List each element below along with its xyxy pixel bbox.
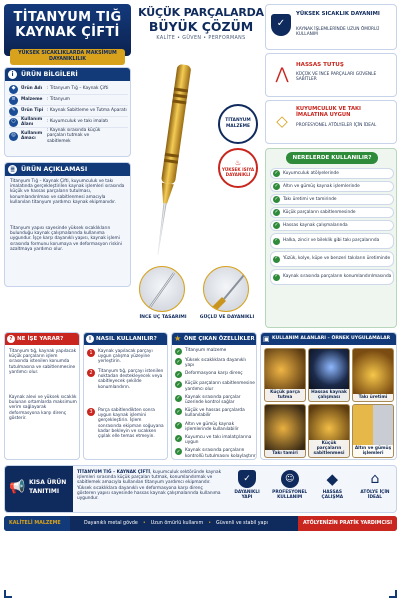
check-icon: ✓ — [274, 273, 279, 280]
footer-right: ATÖLYENİZİN PRATİK YARDIMCISI — [298, 516, 397, 531]
tweezer-icon: ⋀ — [275, 64, 289, 83]
purpose-paragraph-2: Kaynak alevi ve yüksek sıcaklık bulunan ortamlarda maksimum verim sağlayarak deformasyona karşı direnç gösterir. — [9, 395, 77, 421]
feature-grip-card — [265, 53, 397, 97]
icon-label-2: İDEAL — [367, 495, 383, 501]
diamond-icon: ◆ — [326, 470, 339, 488]
footer-item: Uzun ömürlü kullanım — [150, 521, 204, 526]
check-icon: ✓ — [176, 348, 181, 355]
footer-item: Güvenli ve stabil yapı — [216, 521, 268, 526]
check-icon: ✓ — [274, 182, 279, 189]
step-text: Kaynak yapılacak parçayı uygun çalışma yüzeyine yerleştirin. — [98, 349, 153, 365]
check-icon: ✓ — [176, 395, 181, 402]
subtitle-banner — [10, 49, 125, 65]
gallery-photo-gold-silver — [352, 404, 394, 458]
usage-item: Küçük parçaların sabitlenmesinde — [283, 209, 356, 215]
summary-heading-line-2: TANITIMI — [29, 488, 60, 495]
feature-heat-text: KAYNAK İŞLEMLERİNDE UZUN ÖMÜRLÜ KULLANIM — [296, 27, 380, 38]
usage-item: Takı üretimi ve tamirinde — [283, 196, 337, 202]
info-label: Ürün Tipi — [21, 108, 44, 114]
icon-label-2: ÇALIŞMA — [321, 495, 344, 501]
icon-label-1: HASSAS — [322, 490, 342, 495]
icon-label-1: PROFESYONEL — [272, 490, 308, 495]
closeup-thin-tip-label: İNCE UÇ TASARIMI — [139, 315, 187, 320]
step-number: 1 — [87, 349, 95, 357]
highlights-heading: ★ ÖNE ÇIKAN ÖZELLİKLER — [174, 334, 255, 343]
tag-icon: ◆ — [9, 85, 18, 94]
check-icon: ✓ — [176, 448, 181, 455]
gallery-caption: Küçük parçaların sabitlenmesi — [309, 440, 349, 457]
gallery-photo-jewelry-production — [352, 348, 394, 402]
info-value: : Kaynak sırasında küçük parçaları tutmak ve sabitlemek — [47, 128, 101, 144]
check-icon: ✓ — [274, 208, 279, 215]
target-icon: ◎ — [9, 132, 18, 141]
durable-badge — [227, 470, 267, 510]
info-label: Malzeme — [21, 97, 43, 103]
usage-item: Hassas kaynak çalışmalarında — [283, 222, 348, 228]
slogan-line-1: KÜÇÜK PARÇALARDA — [138, 6, 264, 19]
professional-badge — [270, 470, 310, 510]
heat-badge-line-2: DAYANIKLI — [225, 172, 251, 178]
check-icon: ✓ — [176, 435, 181, 442]
usage-item: Halka, zincir ve bileklik gibi takı parçalarında — [283, 238, 380, 244]
check-icon: ✓ — [274, 169, 279, 176]
camera-icon: ▣ — [263, 335, 270, 343]
feature-heat-title: YÜKSEK SICAKLIK DAYANIMI — [296, 11, 380, 17]
feature-grip-text: KÜÇÜK VE İNCE PARÇALARI GÜVENLE SABİTLER — [296, 72, 377, 83]
usage-item: Kuyumculuk atölyelerinde — [283, 170, 339, 176]
highlight-item: Kaynak sırasında parçaların kontrollü tutulmasını kolaylaştırır — [185, 448, 256, 459]
tool-icon: ✎ — [9, 107, 18, 116]
closeup-strong-label: GÜÇLÜ VE DAYANIKLI — [199, 315, 255, 320]
info-label: Ürün Adı — [21, 86, 43, 92]
footer-separator: • — [208, 521, 212, 526]
check-icon: ✓ — [176, 358, 181, 365]
info-circle-icon: i — [86, 335, 94, 343]
check-icon: ✓ — [274, 237, 279, 244]
highlight-item: Küçük parçaların sabitlenmesine yardımcı olur — [185, 381, 255, 392]
check-icon: ✓ — [176, 371, 181, 378]
footer-left: KALİTELİ MALZEME — [4, 516, 70, 531]
step-1 — [87, 349, 166, 365]
gallery-caption: Takı üretimi — [353, 394, 393, 401]
gallery-caption: Küçük parça tutma — [265, 389, 305, 401]
check-icon: ✓ — [274, 195, 279, 202]
gallery-heading: ▣ KULLANIM ALANLARI – ÖRNEK UYGULAMALAR — [261, 333, 396, 345]
icon-label-2: KULLANIM — [277, 495, 303, 501]
usage-item: Altın ve gümüş kaynak işlemlerinde — [283, 183, 360, 189]
how-to-card — [83, 332, 168, 460]
feature-grip-title: HASSAS TUTUŞ — [296, 62, 344, 68]
feature-jewelry-text: PROFESYONEL ATÖLYELER İÇİN İDEAL — [296, 123, 377, 128]
highlight-item: Titanyum malzeme — [185, 348, 227, 353]
highlights-card — [171, 332, 257, 460]
gallery-caption: Takı tamiri — [265, 450, 305, 457]
feature-jewelry-title: KUYUMCULUK VE TAKI İMALATINA UYGUN — [296, 106, 361, 119]
gallery-photo-part-holding — [264, 348, 306, 402]
check-icon: ✓ — [176, 422, 181, 429]
step-2 — [87, 369, 166, 390]
highlight-item: Yüksek sıcaklıklara dayanıklı yapı — [185, 358, 246, 369]
user-icon: ☺ — [281, 470, 299, 488]
check-icon: ✓ — [176, 381, 181, 388]
material-badge — [218, 104, 258, 144]
purpose-heading: ? NE İŞE YARAR? — [5, 333, 79, 345]
corner-bracket — [389, 590, 397, 598]
purpose-card — [4, 332, 80, 460]
purpose-paragraph-1: Titanyum tığ, kaynak yapılacak küçük parçaların işlem sırasında istenilen konumda tutulmasına ve sabitlenmesine yardımcı olur. — [9, 349, 77, 375]
step-3 — [87, 408, 166, 439]
document-icon: ≣ — [9, 166, 16, 173]
highlight-item: Kaynak sırasında parçalar üzerinde kontrol sağlar — [185, 394, 241, 406]
megaphone-icon: 📢 — [9, 480, 26, 495]
summary-heading — [5, 466, 73, 512]
summary-banner — [4, 465, 397, 513]
info-value: : Titanyum Tığ – Kaynak Çifti — [47, 86, 109, 92]
icon-label-2: YAPI — [241, 495, 253, 501]
gallery-card — [260, 332, 397, 460]
title-line-2: KAYNAK ÇİFTİ — [15, 25, 120, 40]
question-icon: ? — [7, 335, 15, 343]
footer-bar — [4, 516, 397, 531]
check-icon: ✓ — [176, 408, 181, 415]
summary-body: , kuyumculuk sektöründe kaynak işlemleri sırasında küçük parçaları tutmak, konumlandırmak ve sabitlemek amacıyla kullanılan titanyum yardımcı ekipmandır. Yüksek sıcaklıklara dayanıklı ve deformasyona karşı direnç gösteren yapısı sayesinde hassas kaynak çalışmalarında kullanıma uygundur. — [77, 470, 222, 502]
star-icon: ★ — [174, 334, 182, 343]
feature-heat-card — [265, 4, 397, 50]
icon-label-1: DAYANIKLI — [234, 490, 260, 495]
summary-icons — [227, 470, 395, 510]
description-card — [4, 162, 131, 287]
layers-icon: ≡ — [9, 96, 18, 105]
footer-item: Dayanıklı metal gövde — [84, 521, 138, 526]
gallery-caption: Altın ve gümüş işlemleri — [354, 446, 392, 456]
highlight-item: Küçük ve hassas parçalarda kullanılabilir — [185, 408, 245, 419]
heat-badge — [218, 148, 258, 188]
ring-icon: ○ — [9, 118, 18, 127]
workshop-icon: ⌂ — [370, 471, 380, 487]
description-paragraph-2: Titanyum yapısı sayesinde yüksek sıcaklıkların bulunduğu kaynak çalışmalarında kullanıma uygundur. İşçe karşı dayanıklı yapısı, kaynak işlemi sırasında formunu korumaya ve deformasyon riskini azaltmaya yardımcı olur. — [10, 226, 122, 252]
footer-separator: • — [142, 521, 146, 526]
summary-lead: TİTANYUM TIĞ – KAYNAK ÇİFTİ — [77, 470, 150, 475]
info-icon: i — [8, 70, 17, 79]
ring-gem-icon: ◇ — [276, 112, 288, 130]
step-number: 2 — [87, 369, 95, 377]
summary-text — [77, 470, 223, 501]
gallery-caption: Hassas kaynak çalışması — [309, 389, 349, 401]
product-info-card — [4, 67, 131, 157]
handle-detail-icon — [204, 267, 249, 312]
precision-badge — [312, 470, 352, 510]
tagline: KALİTE • GÜVEN • PERFORMANS — [156, 36, 246, 41]
description-heading: ≣ ÜRÜN AÇIKLAMASI — [5, 163, 130, 176]
step-text: Parça sabitlendikten sonra uygun kaynak işlemini gerçekleştirin. İşlem sonrasında ekipman soğuyana kadar bekleyin ve sıcakken çıplak elle temas etmeyin. — [98, 408, 164, 440]
closeup-thin-tip — [139, 266, 185, 312]
material-badge-line-1: TİTANYUM — [225, 118, 251, 123]
usage-item: Kaynak sırasında parçaların konumlandırılmasında — [283, 274, 392, 280]
title-line-1: TİTANYUM TIĞ — [13, 10, 122, 25]
closeup-strong — [203, 266, 249, 312]
description-paragraph-1: Titanyum Tığ – Kaynak Çifti, kuyumculuk ve takı imalatında gerçekleştirilen kaynak işlemleri sırasında küçük ve hassas parçaların tutulması, konumlandırılması ve sabitlenmesi amacıyla kullanılan titanyum yardımcı kaynak ekipmanıdır. — [10, 179, 125, 205]
highlight-item: Kuyumcu ve takı imalatçılarına uygun — [185, 435, 252, 446]
gallery-photo-jewelry-repair — [264, 404, 306, 458]
highlight-item: Deformasyona karşı direnç — [185, 371, 243, 377]
heat-badge-line-1: YÜKSEK ISIYA — [221, 167, 255, 172]
info-label: Kullanım Amacı — [21, 130, 43, 141]
material-badge-line-2: MALZEME — [225, 123, 251, 129]
usage-heading: NERELERDE KULLANILIR? — [286, 152, 378, 164]
info-value: : Kuyumculuk ve takı imalatı — [47, 119, 109, 125]
workshop-badge — [355, 470, 395, 510]
check-icon: ✓ — [274, 221, 279, 228]
check-icon: ✓ — [274, 255, 279, 262]
step-text: Titanyum tığ, parçayı istenilen noktadan destekleyecek veya sabitleyecek şekilde konumlandırın. — [98, 369, 164, 390]
shield-check-icon: ✓ — [238, 470, 256, 488]
icon-label-1: ATÖLYE İÇİN — [360, 490, 390, 495]
flame-icon: ♨ — [234, 159, 242, 167]
usage-card — [265, 148, 397, 328]
summary-heading-line-1: KISA ÜRÜN — [29, 479, 67, 486]
info-value: : Titanyum — [47, 97, 70, 103]
product-info-heading: i ÜRÜN BİLGİLERİ — [5, 68, 130, 81]
tip-detail-icon — [140, 267, 185, 312]
gallery-photo-precision-weld — [308, 348, 350, 402]
gold-handle — [151, 64, 192, 256]
slogan-line-2: BÜYÜK ÇÖZÜM — [148, 19, 254, 34]
step-number: 3 — [87, 408, 95, 416]
info-label: Kullanım Alanı — [21, 116, 43, 127]
gallery-photo-small-parts — [308, 404, 350, 458]
feature-jewelry-card — [265, 100, 397, 144]
subtitle-text: YÜKSEK SICAKLIKLARDA MAKSİMUM DAYANIKLILIK — [18, 51, 117, 62]
info-value: : Kaynak Sabitleme ve Tutma Aparatı — [47, 108, 127, 114]
usage-item: Yüzük, kolye, küpe ve benzeri takıların üretiminde — [283, 256, 391, 262]
shield-icon: ✓ — [271, 14, 291, 36]
corner-bracket — [4, 590, 12, 598]
highlight-item: Altın ve gümüş kaynak işlemlerinde kullanılabilir — [185, 421, 239, 432]
how-to-heading: i NASIL KULLANILIR? — [84, 333, 167, 345]
